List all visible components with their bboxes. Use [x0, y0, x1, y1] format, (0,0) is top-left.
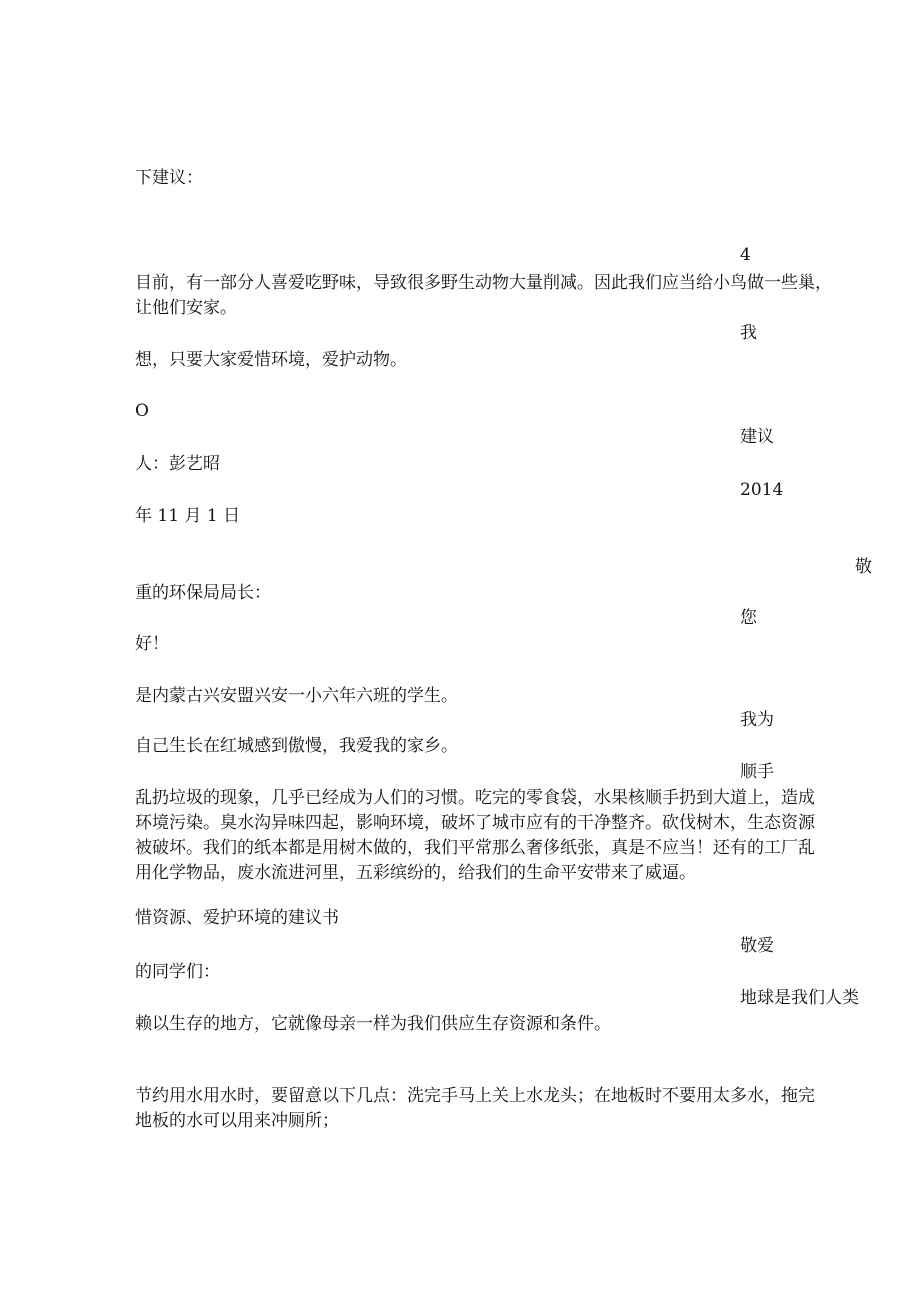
text-line: 年 11 月 1 日	[135, 506, 241, 526]
text-line: 自己生长在红城感到傲慢，我爱我的家乡。	[135, 736, 458, 756]
text-fragment: 我	[740, 323, 757, 343]
text-line: 地板的水可以用来冲厕所；	[135, 1111, 339, 1131]
text-line: 被破坏。我们的纸本都是用树木做的，我们平常那么奢侈纸张，真是不应当！还有的工厂乱	[135, 838, 815, 858]
text-fragment: 2014	[740, 480, 784, 500]
text-line: 用化学物品，废水流进河里，五彩缤纷的，给我们的生命平安带来了威逼。	[135, 863, 696, 883]
text-line: 想，只要大家爱惜环境，爱护动物。	[135, 350, 407, 370]
text-line: 惜资源、爱护环境的建议书	[135, 908, 339, 928]
text-line: O	[135, 401, 149, 421]
text-line: 的同学们：	[135, 962, 220, 982]
text-fragment: 敬	[855, 557, 872, 577]
text-line: 节约用水用水时，要留意以下几点：洗完手马上关上水龙头；在地板时不要用太多水，拖完	[135, 1086, 815, 1106]
text-fragment: 地球是我们人类	[740, 988, 859, 1008]
text-fragment: 顺手	[740, 762, 774, 782]
text-line: 下建议：	[135, 168, 203, 188]
text-line: 是内蒙古兴安盟兴安一小六年六班的学生。	[135, 686, 458, 706]
text-line: 目前，有一部分人喜爱吃野味，导致很多野生动物大量削减。因此我们应当给小鸟做一些巢，	[135, 273, 832, 293]
text-fragment: 4	[740, 245, 751, 265]
text-line: 重的环保局局长：	[135, 583, 271, 603]
text-line: 环境污染。臭水沟异味四起，影响环境，破坏了城市应有的干净整齐。砍伐树木，生态资源	[135, 813, 815, 833]
text-line: 乱扔垃圾的现象，几乎已经成为人们的习惯。吃完的零食袋，水果核顺手扔到大道上，造成	[135, 788, 815, 808]
text-line: 赖以生存的地方，它就像母亲一样为我们供应生存资源和条件。	[135, 1014, 611, 1034]
text-fragment: 敬爱	[740, 936, 774, 956]
text-fragment: 我为	[740, 710, 774, 730]
text-line: 好！	[135, 634, 169, 654]
text-line: 让他们安家。	[135, 298, 237, 318]
text-line: 人：彭艺昭	[135, 454, 220, 474]
text-fragment: 您	[740, 608, 757, 628]
text-fragment: 建议	[740, 427, 774, 447]
